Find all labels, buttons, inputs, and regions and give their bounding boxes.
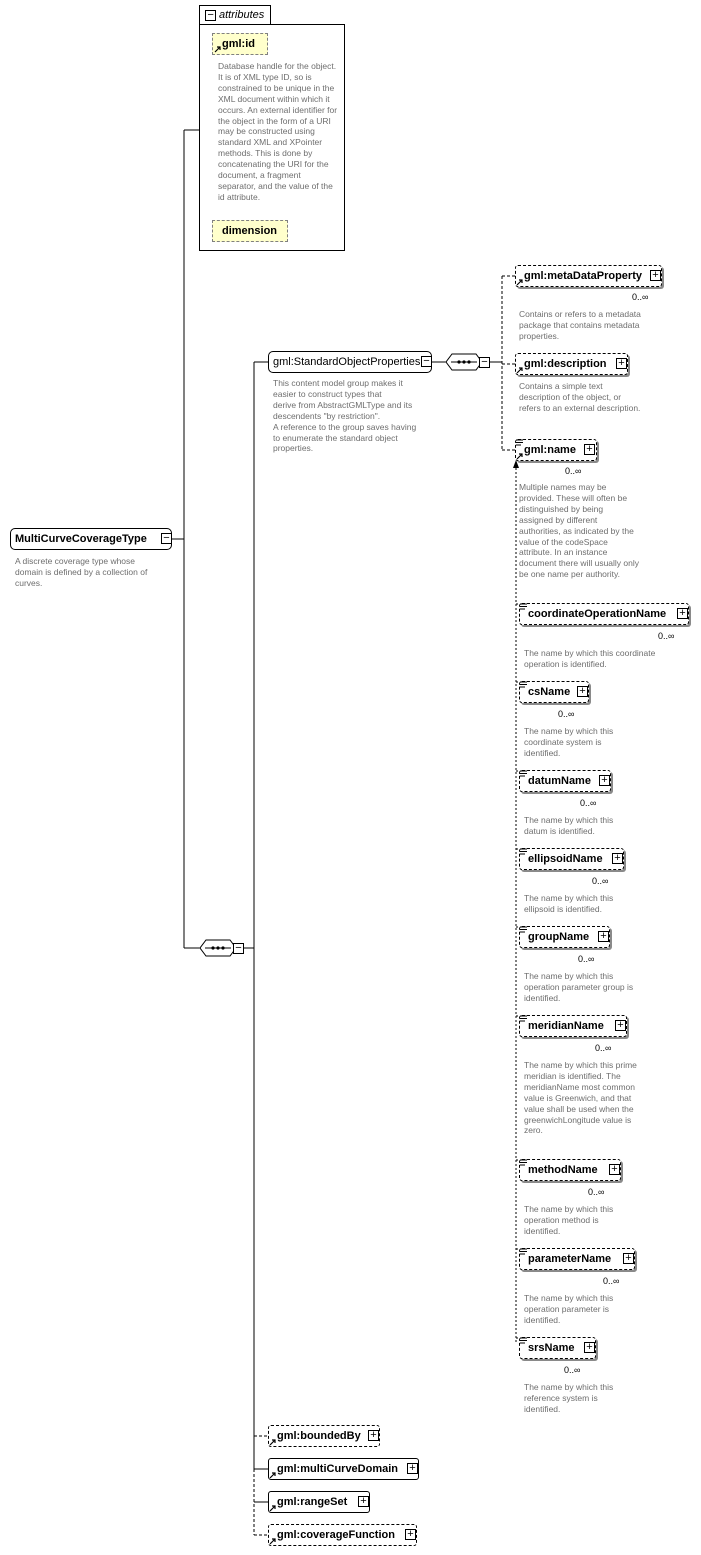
reference-arrow-icon [269,1503,278,1512]
element-name: methodName [528,1164,598,1176]
reference-arrow-icon [516,451,525,460]
root-type-node[interactable] [10,528,172,550]
element-ellipsoid-name[interactable] [519,848,624,870]
list-icon [519,1015,528,1024]
expand-icon[interactable]: + [616,358,627,369]
cardinality-label: 0..∞ [658,631,675,641]
expand-icon[interactable]: + [650,270,661,281]
list-icon [519,848,528,857]
root-type-doc: A discrete coverage type whose domain is defined by a collection of curves. [15,556,148,588]
element-doc: The name by which this prime meridian is identified. The meridianName most common value is Greenwich, and that value shall be used when the greenwichLongitude value is zero. [524,1060,637,1136]
element-cs-name[interactable] [519,681,589,703]
cardinality-label: 0..∞ [588,1187,605,1197]
element-doc: Contains or refers to a metadata package that contains metadata properties. [519,309,641,341]
element-gml-range-set[interactable] [268,1491,370,1513]
element-doc: Contains a simple text description of the object, or refers to an external description. [519,381,641,413]
element-doc: The name by which this operation method is identified. [524,1204,614,1236]
element-name: gml:name [524,444,576,456]
list-icon [519,1159,528,1168]
collapse-icon[interactable]: − [421,356,432,367]
reference-arrow-icon [516,365,525,374]
cardinality-label: 0..∞ [592,876,609,886]
collapse-icon[interactable]: − [479,357,490,368]
group-standard-object-properties[interactable] [268,351,432,373]
cardinality-label: 0..∞ [632,292,649,302]
element-name: gml:metaDataProperty [524,270,642,282]
reference-arrow-icon [214,44,223,53]
cardinality-label: 0..∞ [603,1276,620,1286]
cardinality-label: 0..∞ [558,709,575,719]
cardinality-label: 0..∞ [580,798,597,808]
element-parameter-name[interactable] [519,1248,635,1270]
expand-icon[interactable]: + [407,1463,418,1474]
element-datum-name[interactable] [519,770,611,792]
group-name: gml:StandardObjectProperties [273,356,421,368]
element-name: csName [528,686,571,698]
reference-arrow-icon [516,277,525,286]
element-gml-description[interactable] [515,353,628,375]
element-name: groupName [528,931,590,943]
element-name: gml:boundedBy [277,1430,361,1442]
element-name: srsName [528,1342,575,1354]
expand-icon[interactable]: + [612,853,623,864]
element-srs-name[interactable] [519,1337,596,1359]
expand-icon[interactable]: + [577,686,588,697]
attribute-dimension[interactable] [212,220,288,242]
expand-icon[interactable]: + [584,444,595,455]
element-gml-metadataproperty[interactable] [515,265,662,287]
attributes-header-label: attributes [219,9,265,21]
expand-icon[interactable]: + [623,1253,634,1264]
element-doc: The name by which this operation parameter is identified. [524,1293,614,1325]
element-name: meridianName [528,1020,604,1032]
expand-icon[interactable]: + [615,1020,626,1031]
element-name: gml:coverageFunction [277,1529,395,1541]
attribute-gml-id-doc: Database handle for the object. It is of XML type ID, so is constrained to be unique in the XML document within which it occurs. An external identifier for the object in the form of a URI may be constructed using standard XML and XPointer methods. This is done by concatenating the URI for the document, a fragment separator, and the value of the id attribute. [218,61,338,202]
element-doc: The name by which this reference system is identified. [524,1382,614,1414]
expand-icon[interactable]: + [358,1496,369,1507]
reference-arrow-icon [269,1470,278,1479]
element-name: gml:description [524,358,607,370]
list-icon [515,439,524,448]
element-name: ellipsoidName [528,853,603,865]
cardinality-label: 0..∞ [578,954,595,964]
root-type-name: MultiCurveCoverageType [15,533,147,545]
attribute-gml-id[interactable] [212,33,268,55]
cardinality-label: 0..∞ [595,1043,612,1053]
reference-arrow-icon [269,1437,278,1446]
element-name: gml:rangeSet [277,1496,348,1508]
cardinality-label: 0..∞ [564,1365,581,1375]
list-icon [519,770,528,779]
group-sequence-compositor[interactable] [446,353,490,371]
element-name: gml:multiCurveDomain [277,1463,399,1475]
list-icon [519,1337,528,1346]
element-doc: The name by which this coordinate system is identified. [524,726,614,758]
element-name: datumName [528,775,591,787]
element-gml-multi-curve-domain[interactable] [268,1458,419,1480]
element-gml-bounded-by[interactable] [268,1425,380,1447]
attribute-name: gml:id [222,38,255,50]
expand-icon[interactable]: + [368,1430,379,1441]
element-coordinate-operation-name[interactable] [519,603,689,625]
expand-icon[interactable]: + [584,1342,595,1353]
element-name: parameterName [528,1253,612,1265]
element-meridian-name[interactable] [519,1015,627,1037]
cardinality-label: 0..∞ [565,466,582,476]
attributes-header[interactable] [199,5,271,25]
collapse-icon[interactable]: − [233,943,244,954]
element-doc: The name by which this coordinate operation is identified. [524,648,656,669]
list-icon [519,603,528,612]
expand-icon[interactable]: + [609,1164,620,1175]
element-method-name[interactable] [519,1159,621,1181]
expand-icon[interactable]: + [598,931,609,942]
collapse-icon[interactable]: − [205,10,216,21]
group-doc: This content model group makes it easier to construct types that derive from AbstractGMLType and its descendents "by restriction". A reference to the group saves having to enumerate the standard object properties. [273,378,417,454]
element-name: coordinateOperationName [528,608,667,620]
element-doc: The name by which this operation parameter group is identified. [524,971,634,1003]
element-gml-name[interactable] [515,439,597,461]
sequence-compositor[interactable] [200,939,244,957]
attribute-name: dimension [222,225,278,237]
list-icon [519,926,528,935]
list-icon [519,1248,528,1257]
element-doc: Multiple names may be provided. These will often be distinguished by being assigned by different authorities, as indicated by the value of the codeSpace attribute. In an instance document there will usually only be one name per authority. [519,482,640,580]
expand-icon[interactable]: + [405,1529,416,1540]
element-group-name[interactable] [519,926,610,948]
element-doc: The name by which this ellipsoid is identified. [524,893,614,914]
collapse-icon[interactable]: − [161,533,172,544]
expand-icon[interactable]: + [677,608,688,619]
element-gml-coverage-function[interactable] [268,1524,417,1546]
list-icon [519,681,528,690]
element-doc: The name by which this datum is identified. [524,815,614,836]
reference-arrow-icon [269,1536,278,1545]
expand-icon[interactable]: + [599,775,610,786]
